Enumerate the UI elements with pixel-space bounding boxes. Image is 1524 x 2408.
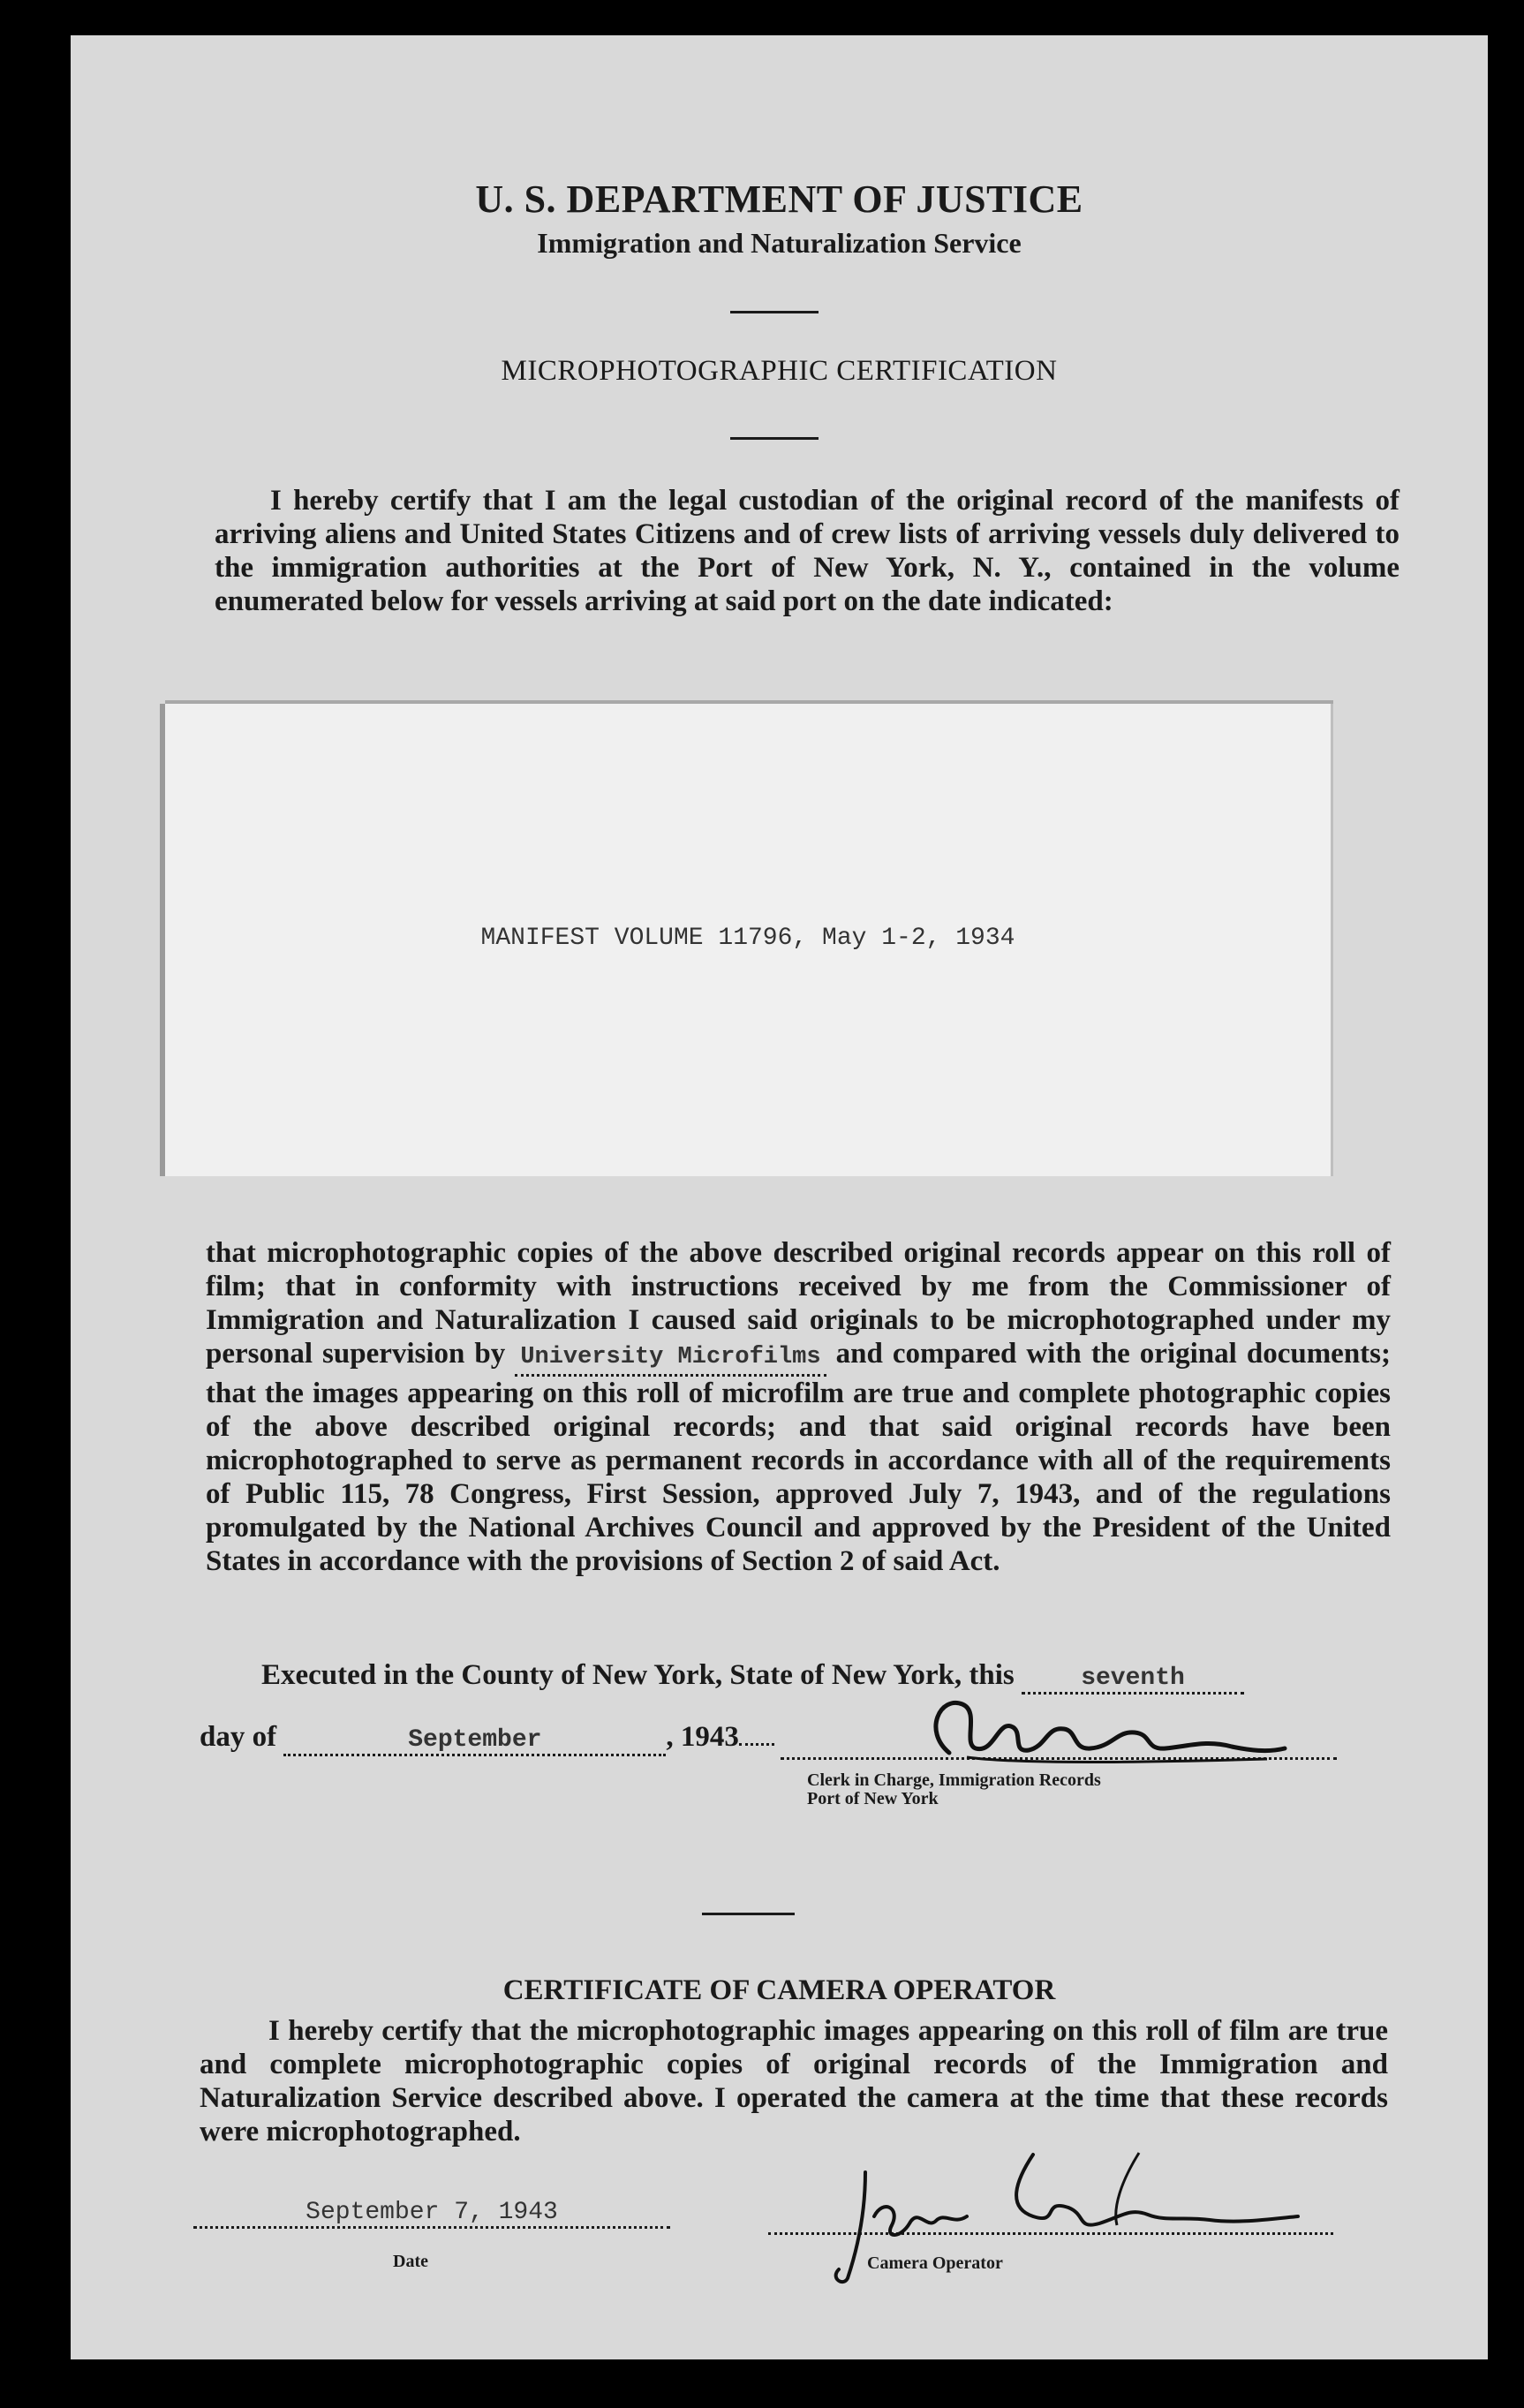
- camera-operator-label: Camera Operator: [867, 2253, 1003, 2273]
- department-heading: U. S. DEPARTMENT OF JUSTICE: [475, 177, 1083, 221]
- year-dots: [739, 1743, 774, 1746]
- clerk-title: Clerk in Charge, Immigration Records: [807, 1770, 1101, 1790]
- operator-signature-icon: [768, 2146, 1333, 2296]
- service-subheading: Immigration and Naturalization Service: [537, 227, 1022, 259]
- camera-certificate-paragraph: I hereby certify that the microphotographic images appearing on this roll of film are true and complete microphotographic copies of original records of the Immigration and Naturalization Service described above. I operated the camera at the time that these records were microphotographed.: [200, 2015, 1388, 2148]
- certificate-page: [71, 35, 1488, 2359]
- camera-certificate-title: CERTIFICATE OF CAMERA OPERATOR: [502, 1974, 1056, 2006]
- execution-month-field: [283, 1721, 666, 1756]
- certification-title: MICROPHOTOGRAPHIC CERTIFICATION: [501, 355, 1058, 387]
- intro-paragraph: I hereby certify that I am the legal custodian of the original record of the manifests of arriving aliens and United States Citizens and of crew lists of arriving vessels duly delivered to the immigration authorities at the Port of New York, N. Y., contained in the volume enumerated below for vessels arriving at said port on the date indicated:: [215, 485, 1400, 617]
- body-text-after-name: and compared with the original documents; that the images appearing on this roll of microfilm are true and complete photographic copies of the above described original records; and that said original records have been microphotographed to serve as permanent records in accordance with all of the requirements of Public 115, 78 Congress, First Session, approved July 7, 1943, and of the regulations promulgated by the National Archives Council and approved by the President of the United States in accordance with the provisions of Section 2 of said Act.: [206, 1338, 1392, 1577]
- supervisor-name-field: [515, 1337, 826, 1377]
- divider-rule: [702, 1913, 795, 1915]
- supervisor-name: University Microfilms: [520, 1344, 821, 1370]
- date-label: Date: [393, 2252, 428, 2271]
- body-text-before-name: that microphotographic copies of the above described original records appear on this roll of film; that in conformity with instructions received by me from the Commissioner of Immigration and Naturalization I caused said originals to be microphotographed under my personal supervision by: [206, 1237, 1391, 1370]
- execution-lead: Executed in the County of New York, State of New York, this: [261, 1659, 1015, 1691]
- execution-month-line: [200, 1721, 774, 1756]
- body-paragraph: [206, 1236, 1391, 1578]
- record-card: [165, 704, 1333, 1176]
- divider-rule: [730, 311, 819, 313]
- day-of-label: day of: [200, 1721, 277, 1753]
- execution-month: September: [408, 1726, 542, 1754]
- execution-year: , 1943: [666, 1721, 739, 1753]
- date-value: September 7, 1943: [306, 2199, 558, 2226]
- date-field: [193, 2199, 670, 2229]
- execution-day: seventh: [1081, 1664, 1185, 1692]
- manifest-volume-text: MANIFEST VOLUME 11796, May 1-2, 1934: [480, 925, 1015, 952]
- clerk-signature-icon: [914, 1678, 1302, 1775]
- clerk-office: Port of New York: [807, 1789, 939, 1808]
- divider-rule: [730, 437, 819, 440]
